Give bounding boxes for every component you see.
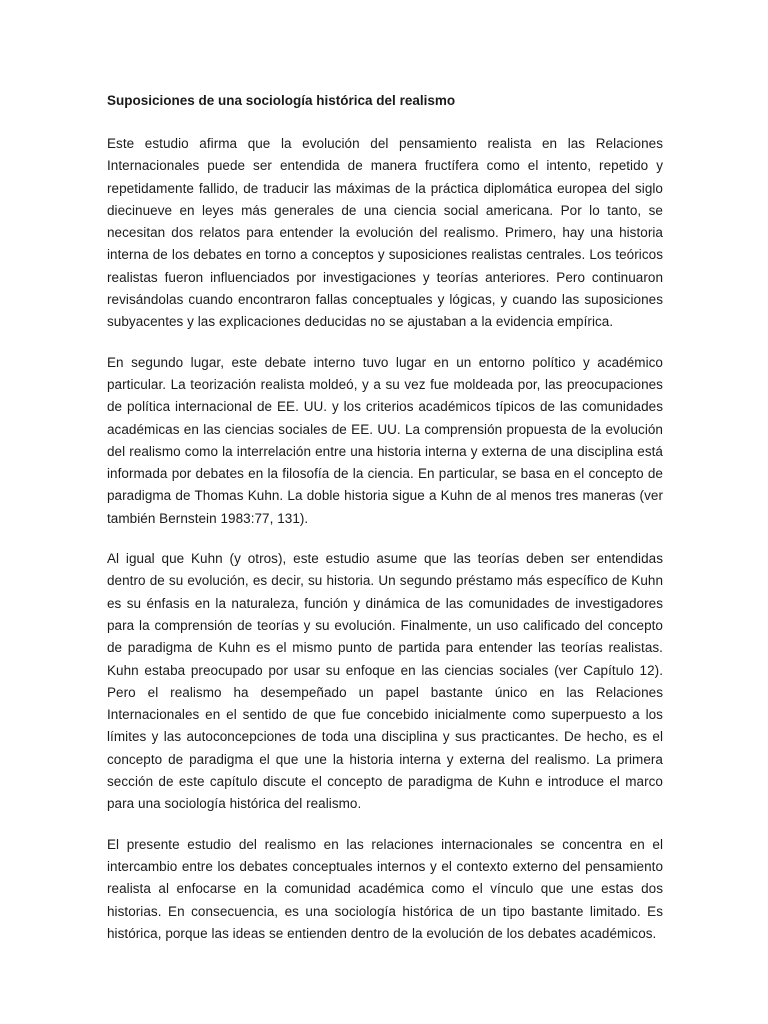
- paragraph-4: El presente estudio del realismo en las relaciones internacionales se concentra en el intercambio entre los debates conceptuales internos y el contexto externo del pensamiento realista al enfocarse en la comunidad académica como el vínculo que une estas dos historias. En consecuencia, es una sociología histórica de un tipo bastante limitado. Es histórica, porque las ideas se entienden dentro de la evolución de los debates académicos.: [107, 836, 663, 941]
- paragraph-3: Al igual que Kuhn (y otros), este estudio asume que las teorías deben ser entendidas dentro de su evolución, es decir, su historia. Un segundo préstamo más específico de Kuhn es su énfasis en la naturaleza, función y dinámica de las comunidades de investigadores para la comprensión de teorías y su evolución. Finalmente, un uso calificado del concepto de paradigma de Kuhn es el mismo punto de partida para entender las teorías realistas. Kuhn estaba preocupado por usar su enfoque en las ciencias sociales (ver Capítulo 12). Pero el realismo ha desempeñado un papel bastante único en las Relaciones Internacionales en el sentido de que fue concebido inicialmente como superpuesto a los límites y las autoconcepciones de toda una disciplina y sus practicantes. De hecho, es el concepto de paradigma el que une la historia interna y externa del realismo. La primera sección de este capítulo discute el concepto de paradigma de Kuhn e introduce el marco para una sociología histórica del realismo.: [107, 551, 663, 812]
- paragraph-1: Este estudio afirma que la evolución del pensamiento realista en las Relaciones Internacionales puede ser entendida de manera fructífera como el intento, repetido y repetidamente fallido, de traducir las máximas de la práctica diplomática europea del siglo diecinueve en leyes más generales de una ciencia social americana. Por lo tanto, se necesitan dos relatos para entender la evolución del realismo. Primero, hay una historia interna de los debates en torno a conceptos y suposiciones realistas centrales. Los teóricos realistas fueron influenciados por investigaciones y teorías anteriores. Pero continuaron revisándolas cuando encontraron fallas conceptuales y lógicas, y cuando las suposiciones subyacentes y las explicaciones deducidas no se ajustaban a la evidencia empírica.: [107, 136, 663, 330]
- paragraph-2: En segundo lugar, este debate interno tuvo lugar en un entorno político y académico particular. La teorización realista moldeó, y a su vez fue moldeada por, las preocupaciones de política internacional de EE. UU. y los criterios académicos típicos de las comunidades académicas en las ciencias sociales de EE. UU. La comprensión propuesta de la evolución del realismo como la interrelación entre una historia interna y externa de una disciplina está informada por debates en la filosofía de la ciencia. En particular, se basa en el concepto de paradigma de Thomas Kuhn. La doble historia sigue a Kuhn de al menos tres maneras (ver también Bernstein 1983:77, 131).: [107, 354, 663, 526]
- document-page: [107, 90, 663, 963]
- document-title: Suposiciones de una sociología histórica del realismo: [107, 93, 456, 108]
